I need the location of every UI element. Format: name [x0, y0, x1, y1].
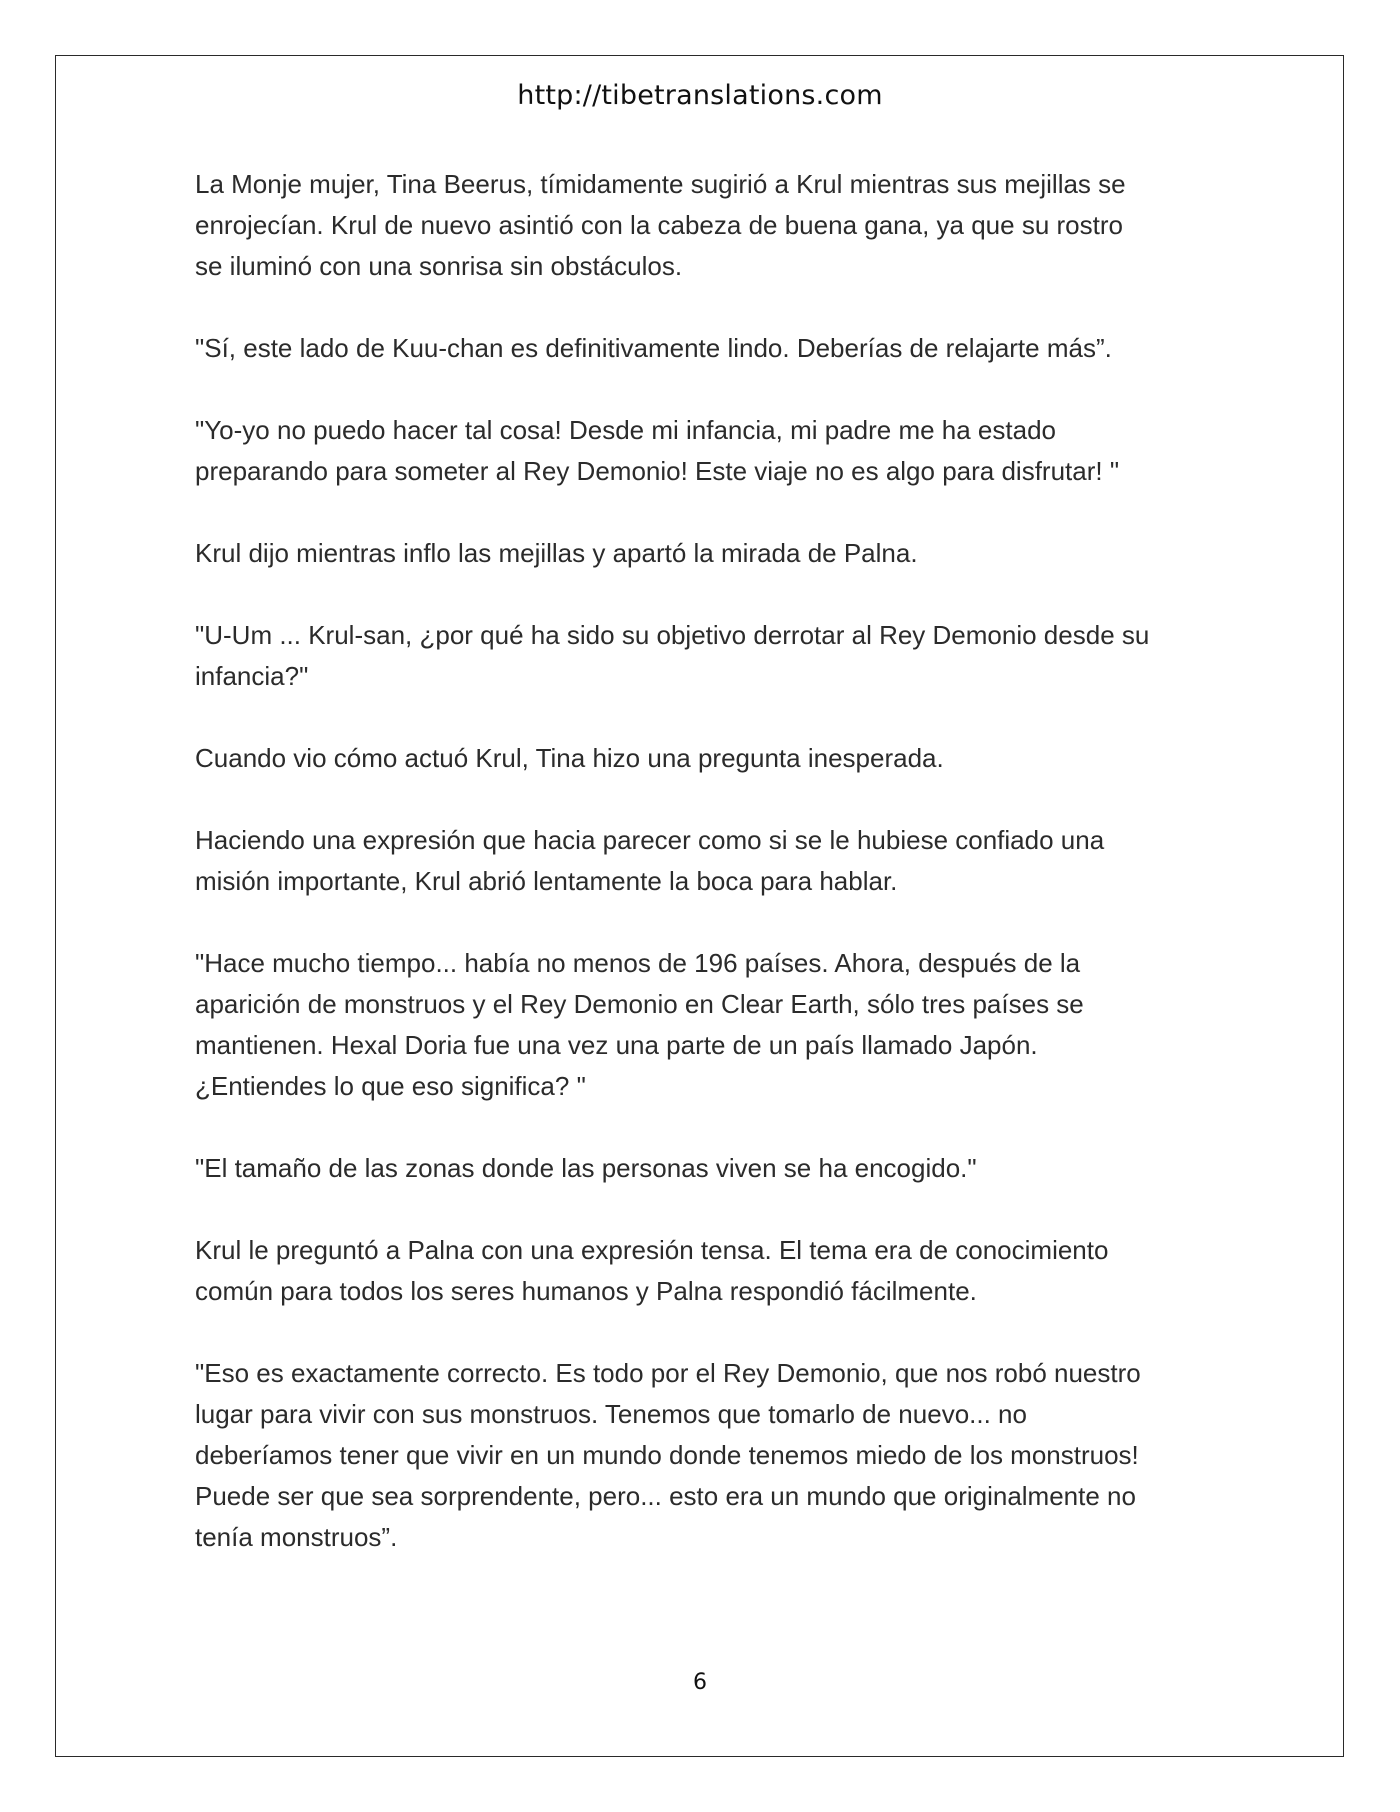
paragraph: "Yo-yo no puedo hacer tal cosa! Desde mi infancia, mi padre me ha estado preparando para someter al Rey Demonio! Este viaje no es algo para disfrutar! ": [195, 415, 1120, 486]
paragraph: Krul dijo mientras inflo las mejillas y apartó la mirada de Palna.: [195, 538, 918, 568]
paragraph: "Sí, este lado de Kuu-chan es definitivamente lindo. Deberías de relajarte más”.: [195, 333, 1112, 363]
paragraph: Krul le preguntó a Palna con una expresión tensa. El tema era de conocimiento común para todos los seres humanos y Palna respondió fácilmente.: [195, 1235, 1109, 1306]
paragraph: "El tamaño de las zonas donde las personas viven se ha encogido.": [195, 1153, 977, 1183]
paragraph: La Monje mujer, Tina Beerus, tímidamente sugirió a Krul mientras sus mejillas se enrojecían. Krul de nuevo asintió con la cabeza de buena gana, ya que su rostro se iluminó con una sonrisa sin obstáculos.: [195, 169, 1126, 281]
paragraph: Haciendo una expresión que hacia parecer como si se le hubiese confiado una misión importante, Krul abrió lentamente la boca para hablar.: [195, 825, 1105, 896]
paragraph: "Hace mucho tiempo... había no menos de 196 países. Ahora, después de la aparición de monstruos y el Rey Demonio en Clear Earth, sólo tres países se mantienen. Hexal Doria fue una vez una parte de un país llamado Japón. ¿Entiendes lo que eso significa? ": [195, 948, 1084, 1101]
header-url: http://tibetranslations.com: [517, 80, 883, 111]
body-text: [195, 164, 1235, 1599]
paragraph: "U-Um ... Krul-san, ¿por qué ha sido su objetivo derrotar al Rey Demonio desde su infancia?": [195, 620, 1150, 691]
paragraph: Cuando vio cómo actuó Krul, Tina hizo una pregunta inesperada.: [195, 743, 944, 773]
paragraph: "Eso es exactamente correcto. Es todo por el Rey Demonio, que nos robó nuestro lugar para vivir con sus monstruos. Tenemos que tomarlo de nuevo... no deberíamos tener que vivir en un mundo donde tenemos miedo de los monstruos! Puede ser que sea sorprendente, pero... esto era un mundo que originalmente no tenía monstruos”.: [195, 1358, 1141, 1552]
page-number: 6: [693, 1670, 707, 1695]
